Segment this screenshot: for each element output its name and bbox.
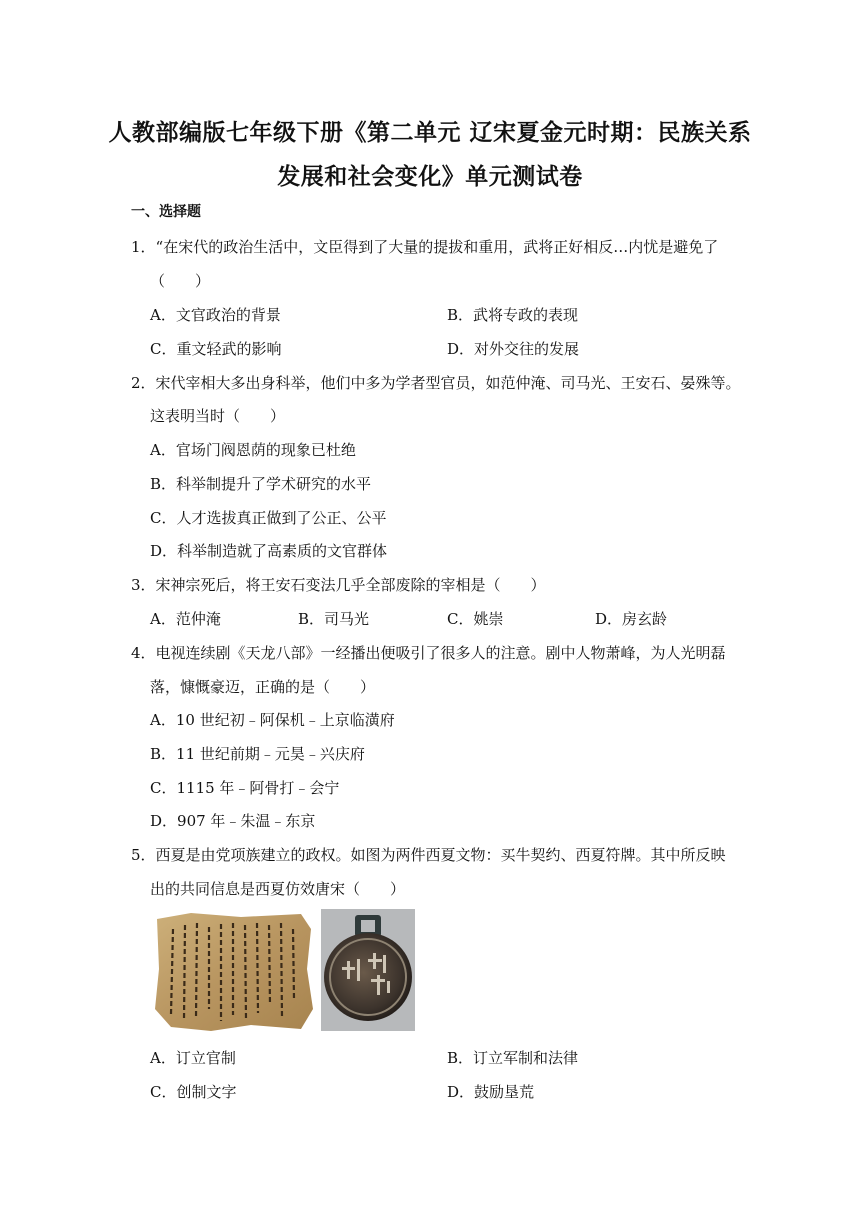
question-3-option-c: C．姚崇 (447, 610, 504, 628)
xixia-token-image (321, 909, 415, 1031)
question-2-option-c: C．人才选拔真正做到了公正、公平 (150, 509, 387, 527)
question-3-option-a: A．范仲淹 (150, 610, 221, 628)
question-2-option-a: A．官场门阀恩荫的现象已杜绝 (150, 441, 356, 459)
question-1-option-d: D．对外交往的发展 (447, 340, 580, 358)
section-heading: 一、选择题 (131, 204, 201, 220)
question-1-option-b: B．武将专政的表现 (447, 306, 579, 324)
question-5-stem: 5．西夏是由党项族建立的政权。如图为两件西夏文物：买牛契约、西夏符牌。其中所反映 (131, 846, 726, 864)
question-5-option-a: A．订立官制 (150, 1049, 236, 1067)
question-4-option-d: D．907 年﹣朱温﹣东京 (150, 812, 316, 830)
question-5-stem-cont: 出的共同信息是西夏仿效唐宋（ ） (150, 880, 406, 898)
question-4-option-c: C．1115 年﹣阿骨打﹣会宁 (150, 779, 340, 797)
document-title-line-2: 发展和社会变化》单元测试卷 (277, 163, 583, 190)
question-1-option-a: A．文官政治的背景 (150, 306, 281, 324)
question-2-stem-cont: 这表明当时（ ） (150, 407, 286, 425)
question-5-option-c: C．创制文字 (150, 1083, 237, 1101)
question-3-stem: 3．宋神宗死后，将王安石变法几乎全部废除的宰相是（ ） (131, 576, 546, 594)
question-2-option-b: B．科举制提升了学术研究的水平 (150, 475, 372, 493)
question-1-option-c: C．重文轻武的影响 (150, 340, 282, 358)
question-4-option-b: B．11 世纪前期﹣元昊﹣兴庆府 (150, 745, 365, 763)
contract-manuscript-image (151, 909, 315, 1033)
document-title-line-1: 人教部编版七年级下册《第二单元 辽宋夏金元时期：民族关系 (108, 119, 752, 146)
question-2-stem: 2．宋代宰相大多出身科举，他们中多为学者型官员，如范仲淹、司马光、王安石、晏殊等。 (131, 374, 741, 392)
question-2-option-d: D．科举制造就了高素质的文官群体 (150, 542, 388, 560)
question-1-stem-cont: （ ） (150, 272, 211, 290)
question-4-stem: 4．电视连续剧《天龙八部》一经播出便吸引了很多人的注意。剧中人物萧峰，为人光明磊 (131, 644, 726, 662)
question-3-option-d: D．房玄龄 (595, 610, 668, 628)
question-1-stem: 1．“在宋代的政治生活中，文臣得到了大量的提拔和重用，武将正好相反…内忧是避免了 (131, 238, 719, 256)
question-5-option-b: B．订立军制和法律 (447, 1049, 579, 1067)
question-4-stem-cont: 落，慷慨豪迈，正确的是（ ） (150, 678, 376, 696)
question-4-option-a: A．10 世纪初﹣阿保机﹣上京临潢府 (150, 711, 395, 729)
question-3-option-b: B．司马光 (298, 610, 370, 628)
question-5-option-d: D．鼓励垦荒 (447, 1083, 535, 1101)
